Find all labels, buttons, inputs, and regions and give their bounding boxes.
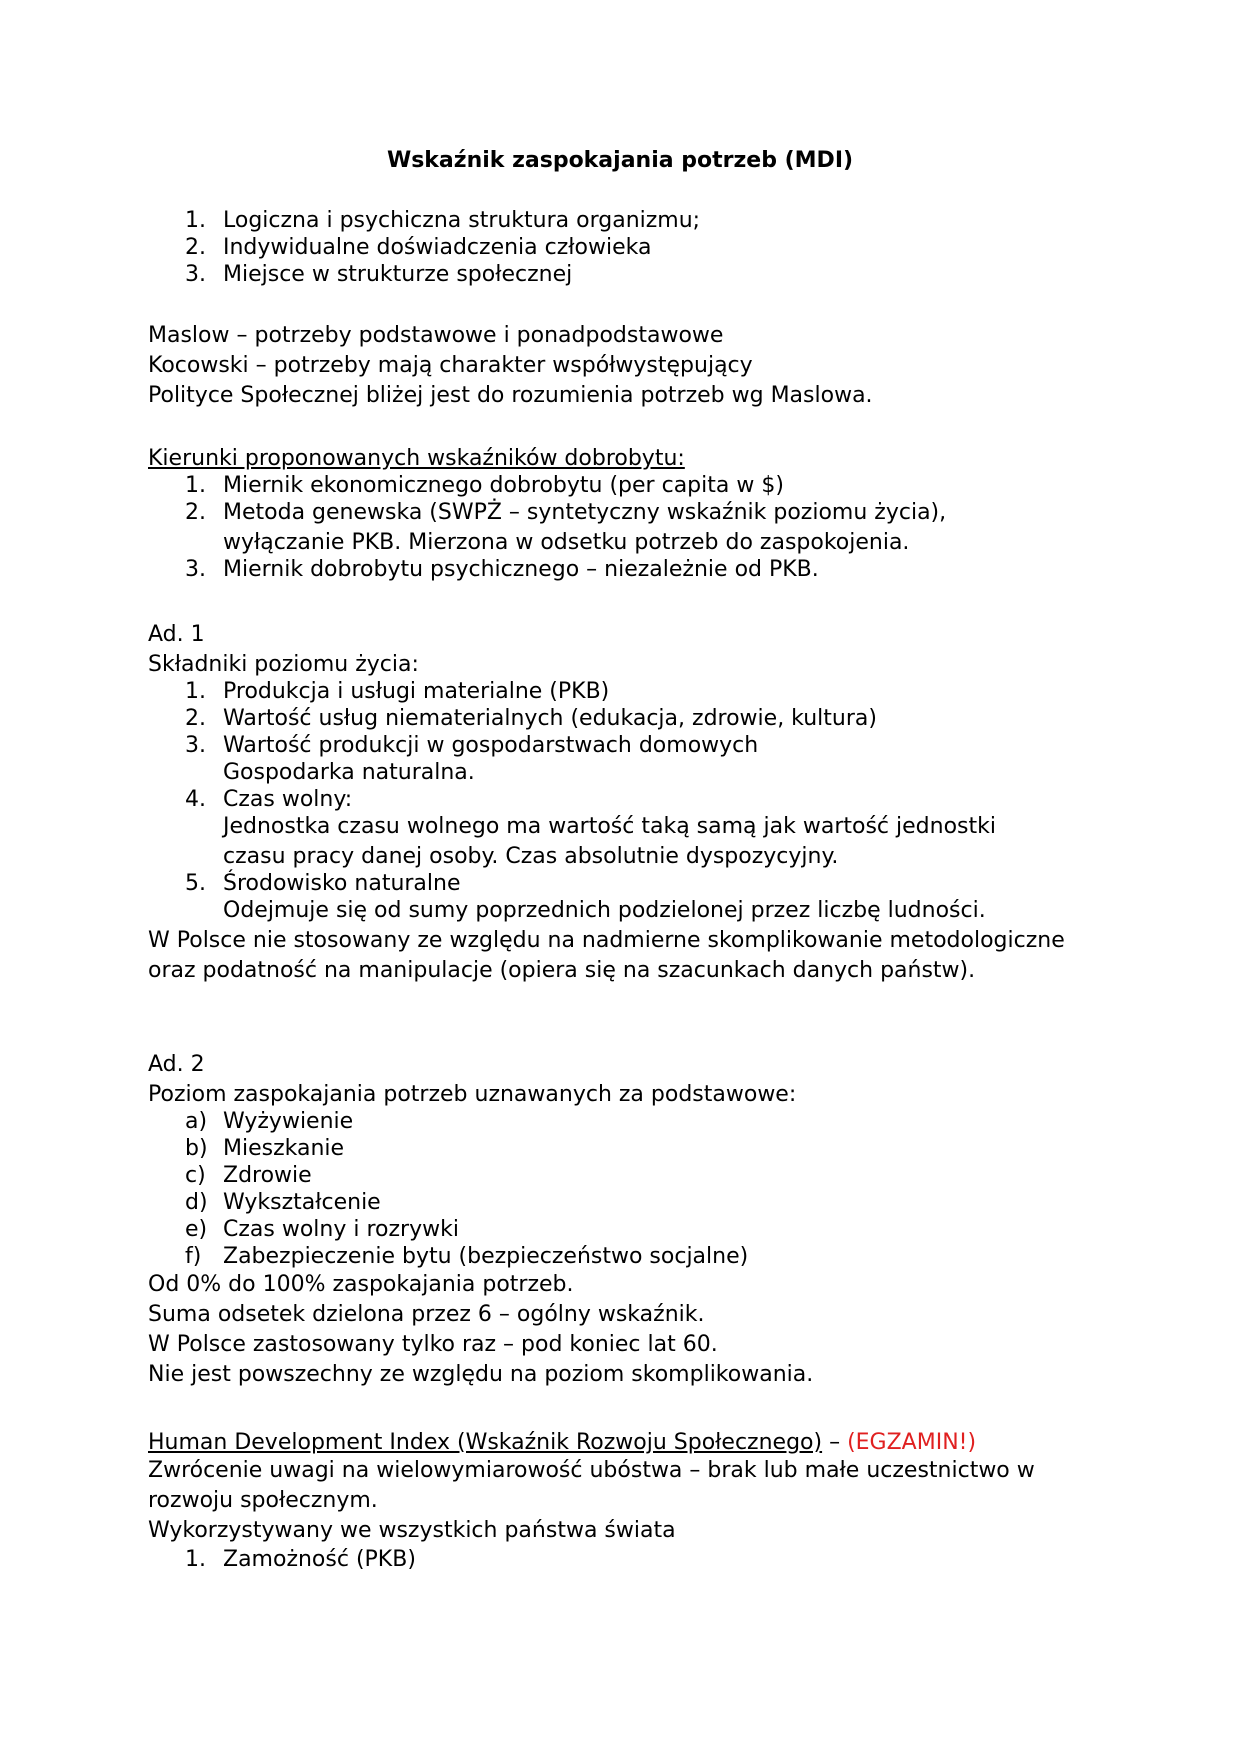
list-item	[148, 207, 1108, 234]
list-marker: 1.	[185, 208, 206, 233]
list-item-text: Wartość usług niematerialnych (edukacja, zdrowie, kultura)	[223, 706, 877, 731]
list-item	[148, 472, 1108, 499]
list-item-text-continued: wyłączanie PKB. Mierzona w odsetku potrzeb do zaspokojenia.	[223, 530, 910, 555]
list-marker: 5.	[185, 871, 206, 896]
list-marker: c)	[185, 1163, 206, 1188]
list-marker: 2.	[185, 500, 206, 525]
list-marker: 1.	[185, 473, 206, 498]
list-item-text: Miernik dobrobytu psychicznego – niezależnie od PKB.	[223, 557, 819, 582]
list-item	[148, 261, 1108, 288]
list-item	[148, 678, 1108, 705]
list-item-text: Mieszkanie	[223, 1136, 345, 1161]
ad1-heading: Ad. 1	[148, 622, 205, 647]
ad1-subheading: Składniki poziomu życia:	[148, 652, 419, 677]
ad2-subheading: Poziom zaspokajania potrzeb uznawanych za podstawowe:	[148, 1082, 797, 1107]
hdi-description: Zwrócenie uwagi na wielowymiarowość ubóstwa – brak lub małe uczestnictwo w rozwoju społecznym.	[148, 1458, 1035, 1513]
list-marker: 3.	[185, 733, 206, 758]
hdi-section	[148, 1429, 1108, 1573]
ad1-section	[148, 621, 1108, 986]
hdi-dash: –	[822, 1430, 848, 1455]
list-marker: 1.	[185, 1547, 206, 1572]
list-item-text: Zamożność (PKB)	[223, 1547, 416, 1572]
list-marker: 2.	[185, 235, 206, 260]
hdi-heading: Human Development Index (Wskaźnik Rozwoju Społecznego)	[148, 1430, 823, 1455]
hdi-list	[148, 1546, 1108, 1573]
ad2-line: Suma odsetek dzielona przez 6 – ogólny wskaźnik.	[148, 1302, 705, 1327]
list-item-text-continued: Gospodarka naturalna.	[223, 760, 475, 785]
list-item	[148, 499, 1108, 556]
kierunki-heading: Kierunki proponowanych wskaźników dobrobytu:	[148, 446, 685, 471]
list-marker: 3.	[185, 557, 206, 582]
list-marker: e)	[185, 1217, 208, 1242]
maslow-line: Maslow – potrzeby podstawowe i ponadpodstawowe	[148, 323, 724, 348]
list-item	[148, 870, 1108, 924]
list-marker: 4.	[185, 787, 206, 812]
list-item-text-continued: Odejmuje się od sumy poprzednich podzielonej przez liczbę ludności.	[223, 898, 986, 923]
list-item	[148, 705, 1108, 732]
list-item-text: Wykształcenie	[223, 1190, 381, 1215]
kocowski-line: Kocowski – potrzeby mają charakter współwystępujący	[148, 353, 753, 378]
list-item	[148, 1189, 1108, 1216]
list-item	[148, 234, 1108, 261]
list-item	[148, 556, 1108, 583]
list-item	[148, 732, 1108, 786]
list-marker: b)	[185, 1136, 208, 1161]
list-item	[148, 1162, 1108, 1189]
document-title: Wskaźnik zaspokajania potrzeb (MDI)	[386, 148, 854, 173]
ad2-line: W Polsce zastosowany tylko raz – pod koniec lat 60.	[148, 1332, 718, 1357]
list-item-text: Czas wolny:	[223, 787, 353, 812]
list-marker: 1.	[185, 679, 206, 704]
list-marker: a)	[185, 1109, 208, 1134]
list-item	[148, 786, 1108, 870]
ad2-section	[148, 1051, 1108, 1390]
list-item-text: Zdrowie	[223, 1163, 312, 1188]
list-item-text: Logiczna i psychiczna struktura organizmu;	[223, 208, 701, 233]
list-item-text-continued: czasu pracy danej osoby. Czas absolutnie dyspozycyjny.	[223, 844, 839, 869]
list-item-text: Zabezpieczenie bytu (bezpieczeństwo socjalne)	[223, 1244, 749, 1269]
theories-paragraph	[148, 322, 1108, 409]
ad2-list	[148, 1108, 1108, 1270]
list-item-text-continued: Jednostka czasu wolnego ma wartość taką samą jak wartość jednostki	[223, 814, 996, 839]
hdi-used: Wykorzystywany we wszystkich państwa świata	[148, 1518, 676, 1543]
intro-list	[148, 207, 1108, 288]
list-marker: 2.	[185, 706, 206, 731]
list-item	[148, 1546, 1108, 1573]
list-item	[148, 1135, 1108, 1162]
list-item-text: Miernik ekonomicznego dobrobytu (per capita w $)	[223, 473, 784, 498]
list-item-text: Środowisko naturalne	[223, 871, 461, 896]
hdi-heading-line	[148, 1429, 1108, 1456]
list-item-text: Wyżywienie	[223, 1109, 354, 1134]
list-item-text: Wartość produkcji w gospodarstwach domowych	[223, 733, 759, 758]
list-marker: f)	[185, 1244, 202, 1269]
list-item-text: Produkcja i usługi materialne (PKB)	[223, 679, 610, 704]
polityce-line: Polityce Społecznej bliżej jest do rozumienia potrzeb wg Maslowa.	[148, 383, 873, 408]
list-item-text: Miejsce w strukturze społecznej	[223, 262, 573, 287]
list-item	[148, 1108, 1108, 1135]
ad2-line: Nie jest powszechny ze względu na poziom skomplikowania.	[148, 1362, 814, 1387]
ad1-list	[148, 678, 1108, 924]
ad2-heading: Ad. 2	[148, 1052, 205, 1077]
ad1-note: W Polsce nie stosowany ze względu na nadmierne skomplikowanie metodologiczne oraz podatność na manipulacje (opiera się na szacunkach danych państw).	[148, 928, 1065, 983]
kierunki-list	[148, 472, 1108, 583]
list-item-text: Metoda genewska (SWPŻ – syntetyczny wskaźnik poziomu życia),	[223, 500, 947, 525]
ad2-line: Od 0% do 100% zaspokajania potrzeb.	[148, 1272, 574, 1297]
list-marker: d)	[185, 1190, 208, 1215]
list-item-text: Czas wolny i rozrywki	[223, 1217, 459, 1242]
exam-badge: (EGZAMIN!)	[847, 1430, 977, 1455]
list-item-text: Indywidualne doświadczenia człowieka	[223, 235, 652, 260]
list-item	[148, 1216, 1108, 1243]
list-marker: 3.	[185, 262, 206, 287]
kierunki-section	[148, 445, 1108, 583]
list-item	[148, 1243, 1108, 1270]
